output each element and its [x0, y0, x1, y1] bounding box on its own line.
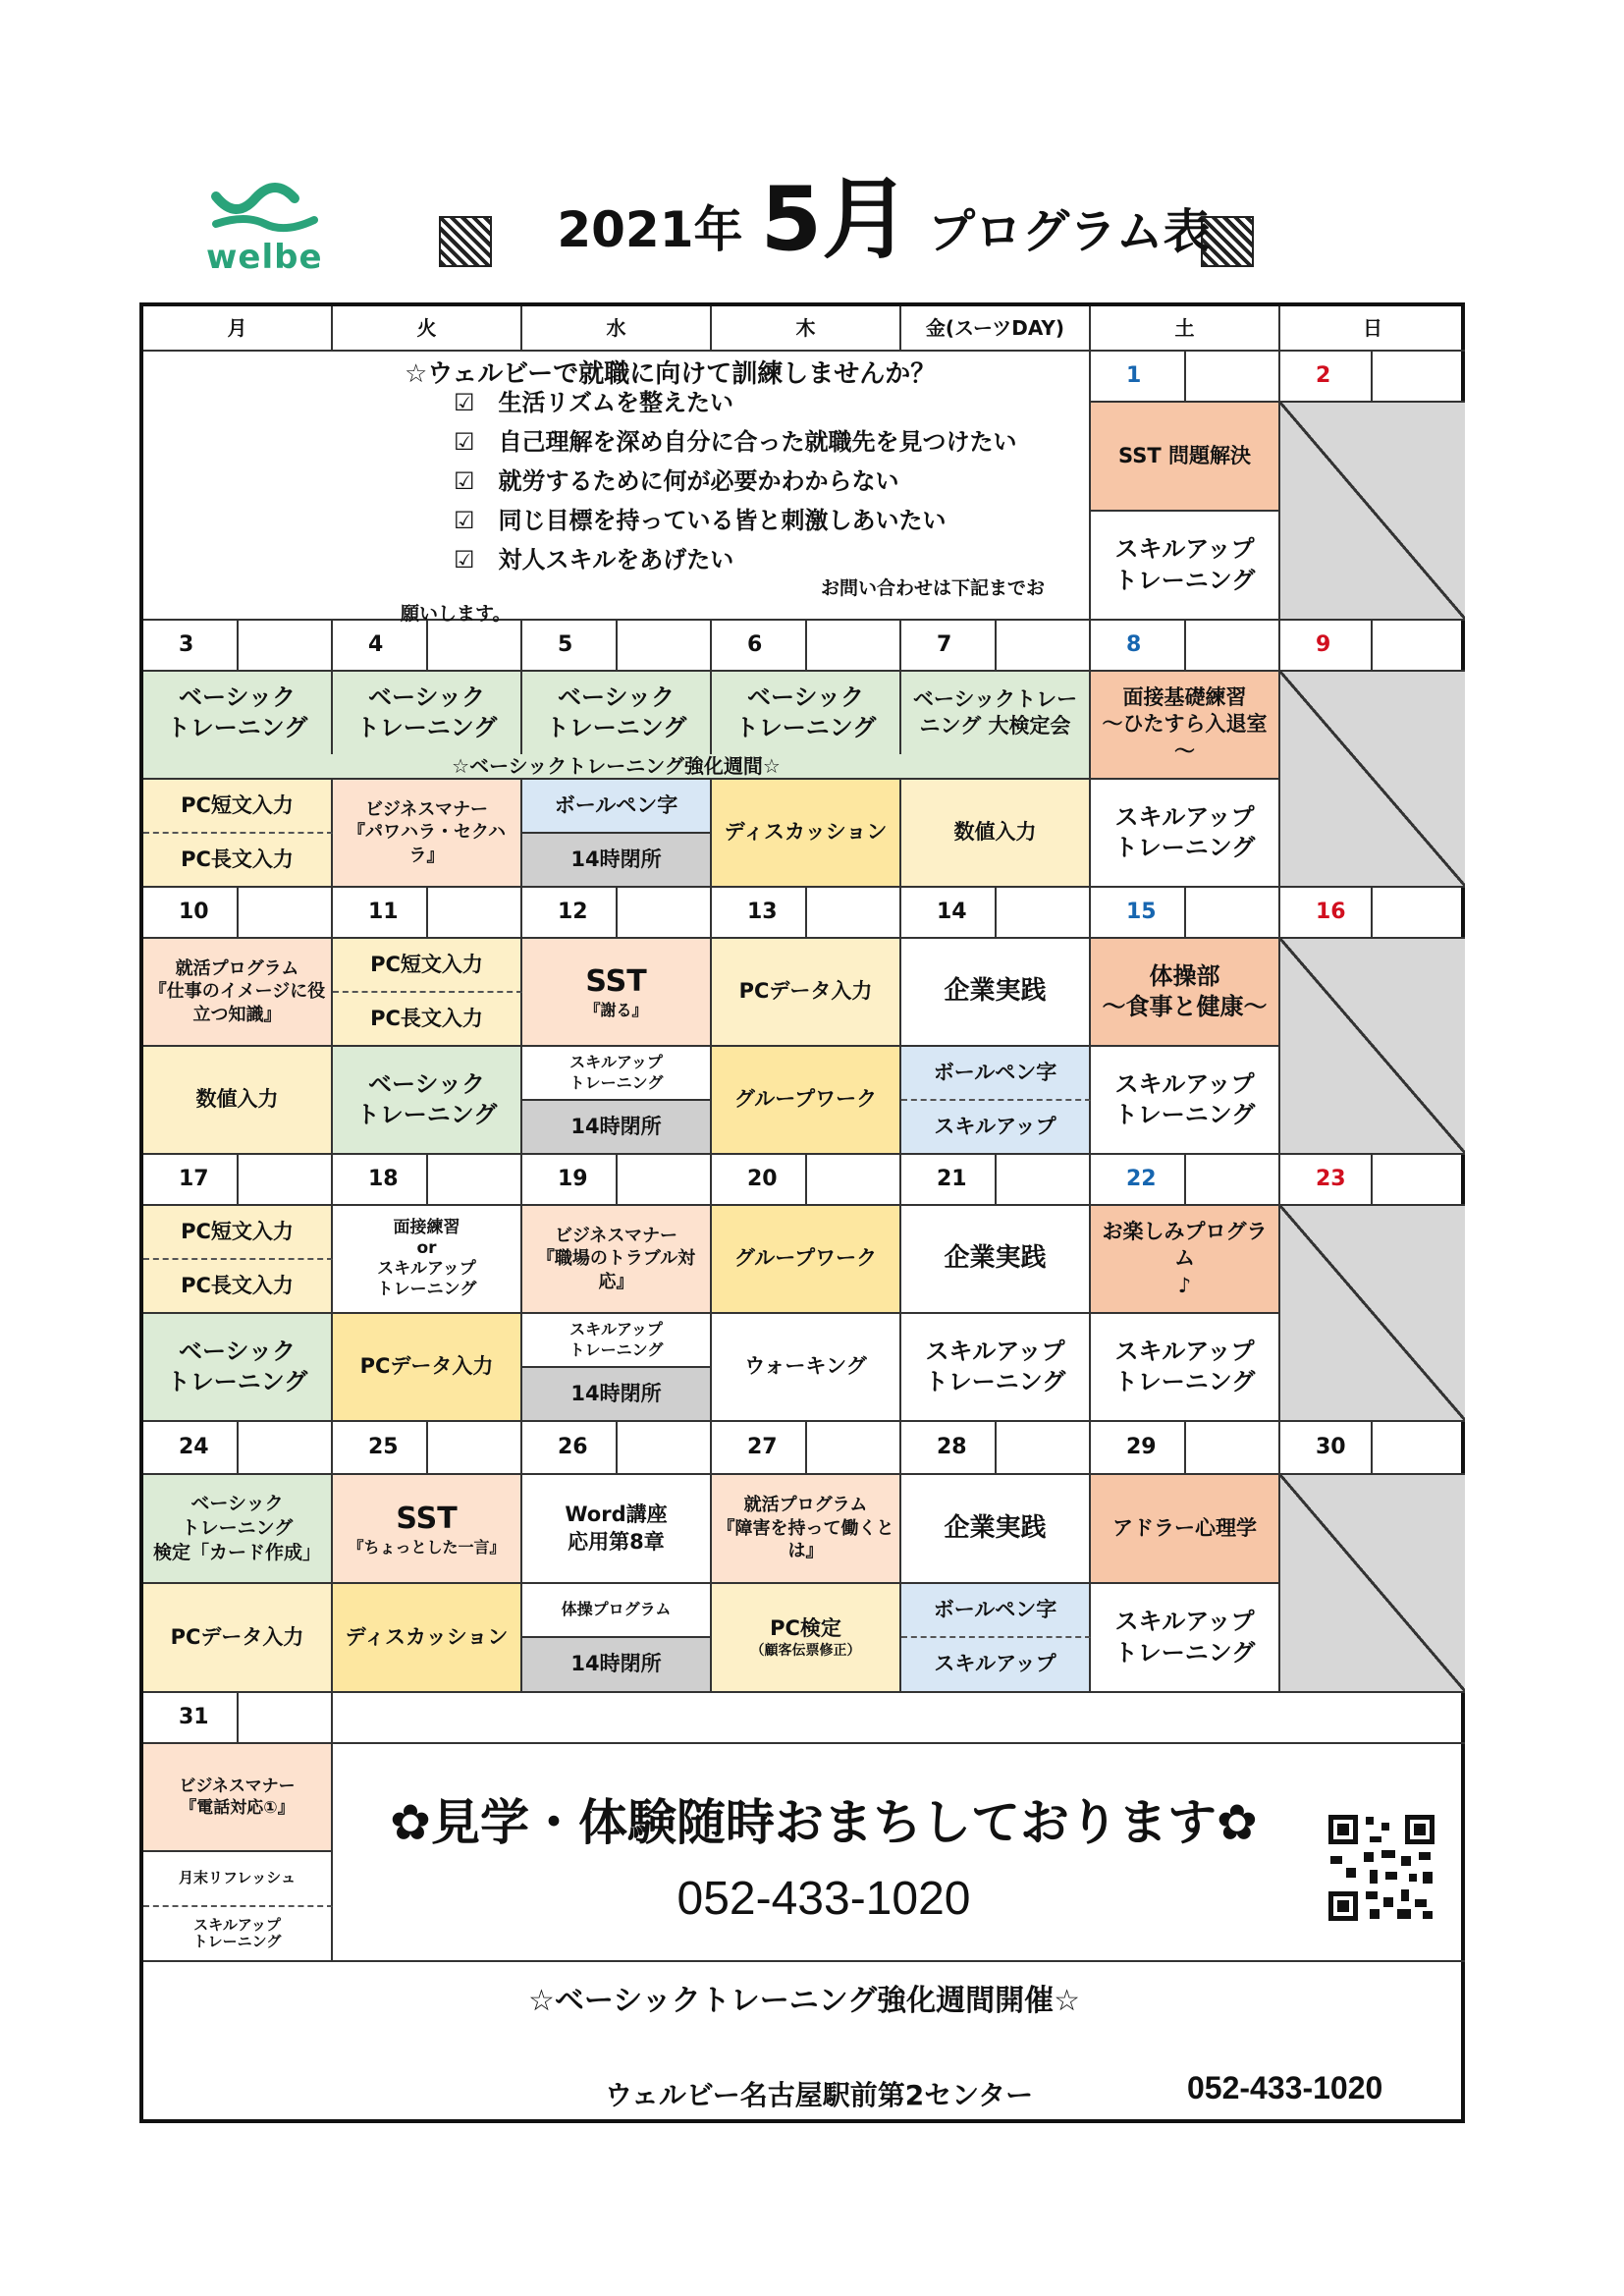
program-cell: 企業実践 [901, 939, 1091, 1047]
day-number: 3 [143, 621, 239, 672]
day-spacer [239, 1155, 333, 1206]
day-spacer [1186, 1155, 1280, 1206]
day-spacer [239, 621, 333, 672]
day-number: 19 [522, 1155, 618, 1206]
weekday-sun: 日 [1280, 306, 1465, 352]
program-cell: お楽しみプログラム ♪ [1091, 1206, 1280, 1314]
day-number: 31 [143, 1693, 239, 1744]
program-cell: PCデータ入力 [333, 1314, 522, 1422]
day-number: 11 [333, 888, 428, 939]
program-cell: ベーシック トレーニング [143, 1314, 333, 1422]
program-cell: PC長文入力 [143, 1260, 333, 1314]
closed-cell [1280, 672, 1465, 888]
program-cell: ベーシック トレーニング [522, 672, 712, 754]
program-title: SST [585, 964, 647, 1000]
program-cell: スキルアップ トレーニング [1091, 780, 1280, 888]
program-title: PC検定 [770, 1615, 841, 1640]
program-cell: ビジネスマナー 『電話対応①』 [143, 1744, 333, 1852]
program-cell: ベーシック トレーニング [143, 672, 333, 754]
empty-row [333, 1693, 1465, 1744]
program-cell: ビジネスマナー 『パワハラ・セクハラ』 [333, 780, 522, 888]
program-cell: グループワーク [712, 1206, 901, 1314]
program-cell: PC短文入力 [143, 780, 333, 834]
intro-heading: ☆ウェルビーで就職に向けて訓練しませんか？ [405, 359, 937, 389]
closing-cell: 14時閉所 [522, 834, 712, 888]
day-number: 20 [712, 1155, 807, 1206]
program-cell: ボールペン字 [901, 1047, 1091, 1101]
program-cell: 体操プログラム [522, 1584, 712, 1638]
day-spacer [807, 1155, 901, 1206]
day-spacer [618, 888, 712, 939]
day-spacer [1186, 352, 1280, 403]
day-number: 23 [1280, 1155, 1373, 1206]
program-cell: ディスカッション [333, 1584, 522, 1693]
day-spacer [1373, 1422, 1465, 1475]
day-spacer [807, 1422, 901, 1475]
day-spacer [1186, 621, 1280, 672]
program-cell: スキルアップ トレーニング [522, 1047, 712, 1101]
qr-code-icon[interactable] [1326, 1813, 1436, 1923]
program-cell: PC長文入力 [333, 993, 522, 1047]
program-cell: スキルアップ [901, 1638, 1091, 1693]
visit-banner-title [333, 1783, 1315, 1854]
program-cell: PC長文入力 [143, 834, 333, 888]
koinobori-icon [439, 216, 492, 267]
program-subtitle: （顧客伝票修正） [750, 1643, 861, 1660]
closed-cell [1280, 1475, 1465, 1693]
closing-cell: 14時閉所 [522, 1638, 712, 1693]
closed-cell [1280, 939, 1465, 1155]
program-cell: 企業実践 [901, 1475, 1091, 1584]
footer-phone: 052-433-1020 [1187, 2070, 1383, 2105]
day-spacer [239, 1422, 333, 1475]
day-number: 17 [143, 1155, 239, 1206]
day-number: 27 [712, 1422, 807, 1475]
title-suffix: プログラム表 [928, 204, 1211, 259]
day-spacer [997, 1422, 1091, 1475]
day-number: 9 [1280, 621, 1373, 672]
day-spacer [1373, 621, 1465, 672]
intro-item: ☑ 自己理解を深め自分に合った就職先を見つけたい [454, 428, 1017, 456]
program-cell: スキルアップ トレーニング [901, 1314, 1091, 1422]
day-spacer [428, 1422, 522, 1475]
intro-item: ☑ 対人スキルをあげたい [454, 546, 734, 574]
day-number: 30 [1280, 1422, 1373, 1475]
day-spacer [997, 888, 1091, 939]
program-cell: ベーシック トレーニング [712, 672, 901, 754]
program-cell: ベーシック トレーニング [333, 672, 522, 754]
day-number: 5 [522, 621, 618, 672]
weekday-sat: 土 [1091, 306, 1280, 352]
day-spacer [428, 1155, 522, 1206]
day-spacer [1186, 888, 1280, 939]
weekday-thu: 木 [712, 306, 901, 352]
day-spacer [997, 1155, 1091, 1206]
page-title [491, 167, 1276, 275]
day-spacer [618, 621, 712, 672]
program-cell: 体操部 ～食事と健康～ [1091, 939, 1280, 1047]
logo-text: welbe [206, 238, 323, 277]
weekday-wed: 水 [522, 306, 712, 352]
day-spacer [1186, 1422, 1280, 1475]
title-year: 2021年 [557, 201, 743, 258]
day-spacer [618, 1155, 712, 1206]
program-cell: ベーシックトレー ニング 大検定会 [901, 672, 1091, 754]
program-cell: ボールペン字 [522, 780, 712, 834]
program-cell [333, 1475, 522, 1584]
intro-contact: 願いします。 [401, 603, 512, 625]
day-number: 6 [712, 621, 807, 672]
day-spacer [428, 621, 522, 672]
day-spacer [997, 621, 1091, 672]
program-cell [522, 939, 712, 1047]
visit-banner-text: 見学・体験随時おまちしております [431, 1794, 1217, 1851]
weekday-mon: 月 [143, 306, 333, 352]
intro-contact: お問い合わせは下記までお [821, 577, 1046, 599]
visit-banner [333, 1744, 1465, 1962]
intro-item: ☑ 就労するために何が必要かわからない [454, 467, 899, 495]
program-subtitle: 『ちょっとした一言』 [348, 1537, 506, 1557]
footer-strip: ☆ベーシックトレーニング強化週間開催☆ [528, 1984, 1080, 2018]
program-cell: PCデータ入力 [712, 939, 901, 1047]
program-cell: グループワーク [712, 1047, 901, 1155]
program-cell: ベーシック トレーニング [333, 1047, 522, 1155]
program-cell: 数値入力 [143, 1047, 333, 1155]
weekday-tue: 火 [333, 306, 522, 352]
day-spacer [428, 888, 522, 939]
program-subtitle: 『謝る』 [584, 1001, 648, 1020]
program-cell [712, 1584, 901, 1693]
day-number: 18 [333, 1155, 428, 1206]
day-number: 8 [1091, 621, 1186, 672]
program-cell: 数値入力 [901, 780, 1091, 888]
intro-item: ☑ 同じ目標を持っている皆と刺激しあいたい [454, 507, 947, 534]
program-cell: スキルアップ トレーニング [1091, 512, 1280, 621]
program-cell: PCデータ入力 [143, 1584, 333, 1693]
program-cell: 月末リフレッシュ [143, 1852, 333, 1907]
day-number: 26 [522, 1422, 618, 1475]
day-number: 24 [143, 1422, 239, 1475]
day-number: 4 [333, 621, 428, 672]
program-cell: ボールペン字 [901, 1584, 1091, 1638]
welbe-logo [196, 177, 353, 295]
day-number: 7 [901, 621, 997, 672]
program-cell: 就活プログラム 『仕事のイメージに役 立つ知識』 [143, 939, 333, 1047]
day-spacer [239, 888, 333, 939]
program-cell: スキルアップ トレーニング [1091, 1314, 1280, 1422]
day-number: 10 [143, 888, 239, 939]
day-spacer [239, 1693, 333, 1744]
program-cell: スキルアップ トレーニング [522, 1314, 712, 1368]
banner-phone: 052-433-1020 [677, 1873, 971, 1925]
center-name: ウェルビー名古屋駅前第2センター [605, 2079, 1034, 2111]
program-title: SST [396, 1501, 458, 1536]
closing-cell: 14時閉所 [522, 1368, 712, 1422]
program-cell: 面接基礎練習 ～ひたすら入退室～ [1091, 672, 1280, 780]
closing-cell: 14時閉所 [522, 1101, 712, 1155]
day-spacer [807, 621, 901, 672]
day-spacer [1373, 1155, 1465, 1206]
day-number: 29 [1091, 1422, 1186, 1475]
program-cell: PC短文入力 [333, 939, 522, 993]
day-spacer [1373, 352, 1465, 403]
day-number: 22 [1091, 1155, 1186, 1206]
closed-cell [1280, 403, 1465, 621]
intro-item: ☑ 生活リズムを整えたい [454, 389, 734, 416]
day-number: 1 [1091, 352, 1186, 403]
program-cell: スキルアップ トレーニング [1091, 1584, 1280, 1693]
day-number: 21 [901, 1155, 997, 1206]
day-spacer [807, 888, 901, 939]
program-cell: ディスカッション [712, 780, 901, 888]
day-number: 12 [522, 888, 618, 939]
day-number: 14 [901, 888, 997, 939]
program-cell: アドラー心理学 [1091, 1475, 1280, 1584]
program-cell: スキルアップ トレーニング [143, 1907, 333, 1962]
day-spacer [1373, 888, 1465, 939]
program-cell: 企業実践 [901, 1206, 1091, 1314]
day-number: 15 [1091, 888, 1186, 939]
program-cell: スキルアップ [901, 1101, 1091, 1155]
program-cell: Word講座 応用第8章 [522, 1475, 712, 1584]
weekday-fri: 金(スーツDAY) [901, 306, 1091, 352]
week-strip-banner: ☆ベーシックトレーニング強化週間☆ [143, 754, 1091, 780]
day-number: 13 [712, 888, 807, 939]
day-number: 2 [1280, 352, 1373, 403]
flower-icon: ✿ [1217, 1794, 1258, 1851]
day-number: 28 [901, 1422, 997, 1475]
program-cell: 就活プログラム 『障害を持って働くと は』 [712, 1475, 901, 1584]
day-number: 16 [1280, 888, 1373, 939]
program-cell: PC短文入力 [143, 1206, 333, 1260]
flower-icon: ✿ [390, 1794, 431, 1851]
program-cell: スキルアップ トレーニング [1091, 1047, 1280, 1155]
program-cell: ビジネスマナー 『職場のトラブル対 応』 [522, 1206, 712, 1314]
program-cell: ベーシック トレーニング 検定「カード作成」 [143, 1475, 333, 1584]
program-cell: ウォーキング [712, 1314, 901, 1422]
wave-logo-icon [206, 177, 324, 236]
closed-cell [1280, 1206, 1465, 1422]
day-number: 25 [333, 1422, 428, 1475]
day-spacer [618, 1422, 712, 1475]
program-cell: SST 問題解決 [1091, 403, 1280, 512]
intro-text [143, 354, 1089, 625]
title-month: 5月 [760, 168, 911, 271]
program-cell: 面接練習 or スキルアップ トレーニング [333, 1206, 522, 1314]
